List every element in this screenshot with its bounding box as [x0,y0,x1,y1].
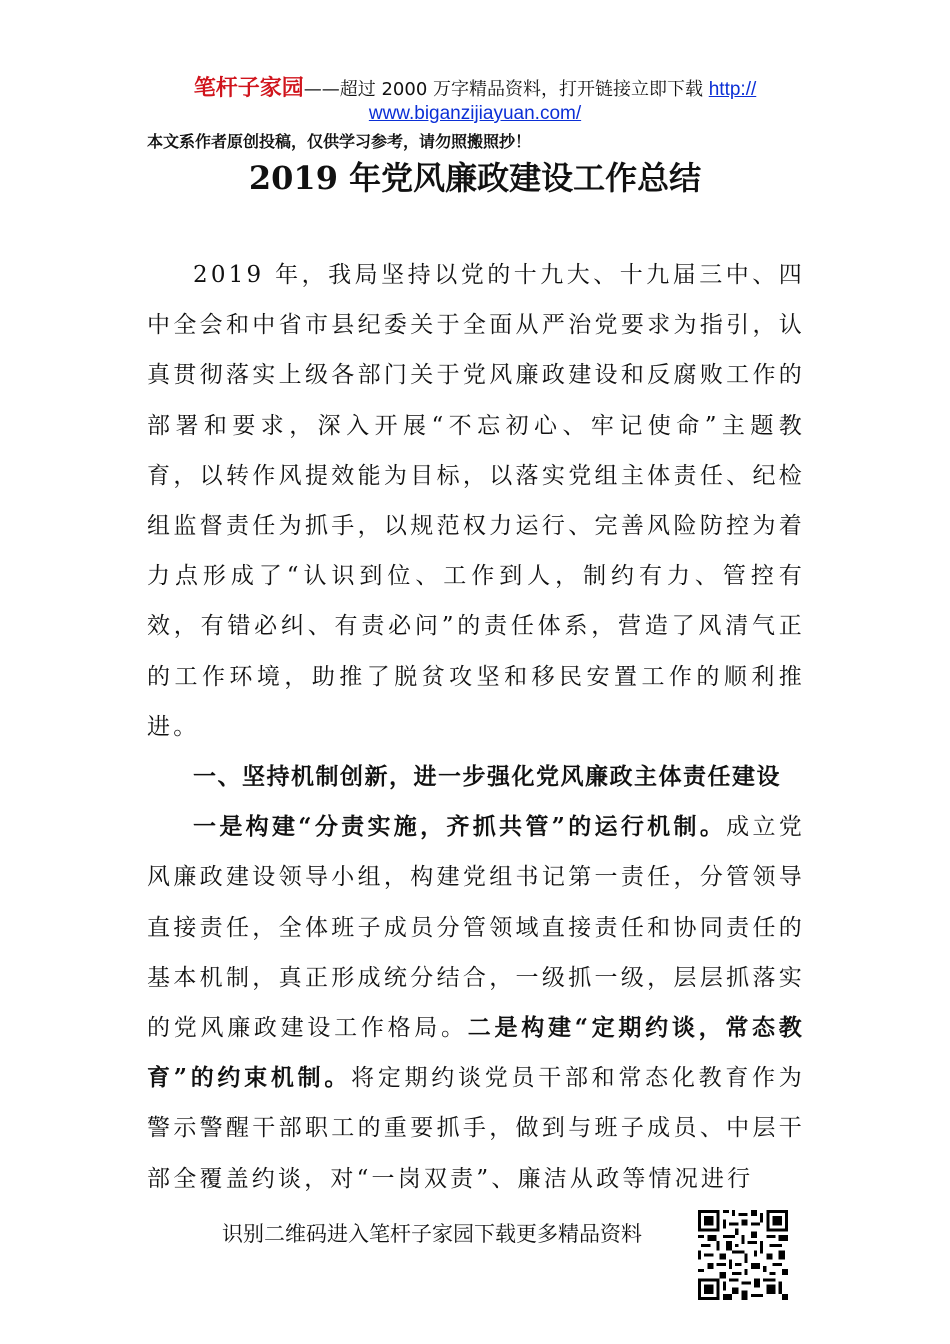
header-tagline: ——超过 2000 万字精品资料，打开链接立即下载 [303,79,709,100]
paragraph-text: 成立党风廉政建设领导小组，构建党组书记第一责任，分管领导直接责任，全体班子成员分管领域直接责任和协同责任的基本机制，真正形成统分结合，一级抓一级，层层抓落实的党风廉政建设工作格局。 [147,814,805,1042]
intro-paragraph: 2019 年，我局坚持以党的十九大、十九届三中、四中全会和中省市县纪委关于全面从严治党要求为指引，认真贯彻落实上级各部门关于党风廉政建设和反腐败工作的部署和要求，深入开展“不忘初心、牢记使命”主题教育，以转作风提效能为目标，以落实党组主体责任、纪检组监督责任为抓手，以规范权力运行、完善风险防控为着力点形成了“认识到位、工作到人，制约有力、管控有效，有错必纠、有责必问”的责任体系，营造了风清气正的工作环境，助推了脱贫攻坚和移民安置工作的顺利推进。 [147,262,805,740]
copyright-notice: 本文系作者原创投稿，仅供学习参考，请勿照搬照抄！ [147,132,532,151]
document-title: 2019 年党风廉政建设工作总结 [248,159,702,197]
paragraph-text-2: 将定期约谈党员干部和常态化教育作为警示警醒干部职工的重要抓手，做到与班子成员、中层干部全覆盖约谈，对“一岗双责”、廉洁从政等情况进行 [147,1065,805,1192]
qr-code-icon[interactable] [698,1210,788,1300]
header-banner [0,76,950,103]
download-link-url[interactable]: www.biganzijiayuan.com/ [368,103,582,124]
section-heading: 一、坚持机制创新，进一步强化党风廉政主体责任建设 [193,764,781,791]
brand-name: 笔杆子家园 [193,76,304,101]
header-link-line [0,100,950,127]
mechanism-paragraph [147,802,805,1204]
document-body [147,250,805,1204]
lead-sentence-2: 二是构建“定期约谈，常态教育”的约束机制。 [147,1014,805,1092]
download-link[interactable]: http:// [708,79,757,100]
lead-sentence: 一是构建“分责实施，齐抓共管”的运行机制。 [193,813,727,841]
footer-caption: 识别二维码进入笔杆子家园下载更多精品资料 [222,1222,642,1246]
